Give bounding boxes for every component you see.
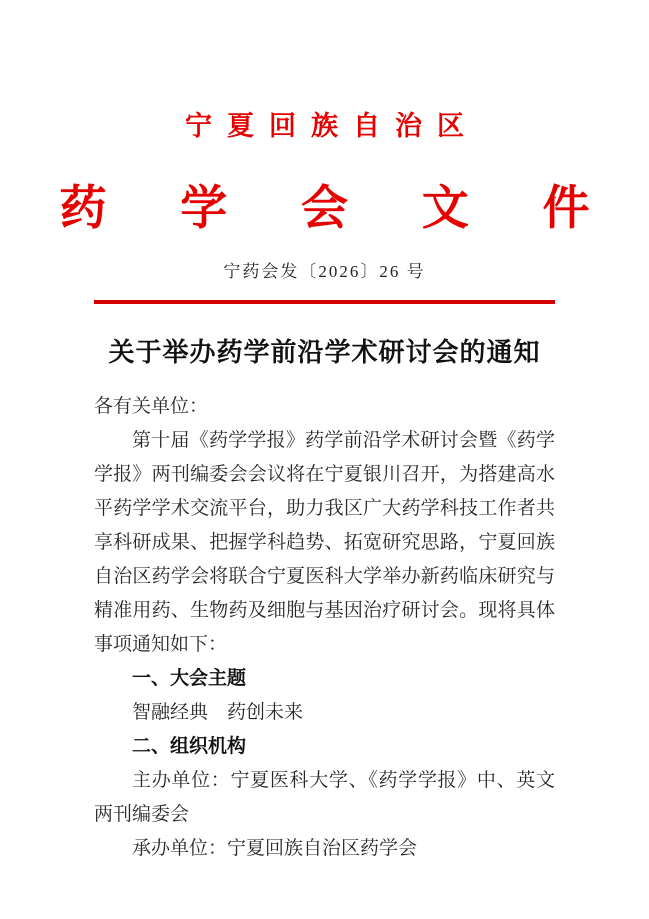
- section-heading-organization: 二、组织机构: [132, 736, 247, 757]
- intro-paragraph: 第十届《药学学报》药学前沿学术研讨会暨《药学学报》两刊编委会会议将在宁夏银川召开，为搭建高水平药学学术交流平台，助力我区广大药学科技工作者共享科研成果、把握学科趋势、拓宽研究思路，宁夏回族自治区药学会将联合宁夏医科大学举办新药临床研究与精准用药、生物药及细胞与基因治疗研讨会。现将具体事项通知如下：: [94, 430, 555, 655]
- letterhead: [0, 112, 649, 304]
- conference-theme-line: 智融经典 药创未来: [132, 702, 304, 723]
- letterhead-doc-type: 药 学 会 文 件: [59, 183, 621, 235]
- notice-title: 关于举办药学前沿学术研讨会的通知: [108, 337, 541, 367]
- organizer-unit-line: 承办单位：宁夏回族自治区药学会: [132, 838, 418, 859]
- salutation: 各有关单位：: [94, 396, 209, 417]
- notice-body: [94, 390, 555, 866]
- letterhead-region-name: 宁夏回族自治区: [185, 111, 479, 141]
- red-divider-line: [94, 300, 555, 304]
- section-heading-conference-theme: 一、大会主题: [132, 668, 247, 689]
- doc-number: 宁药会发〔2026〕26 号: [223, 262, 426, 281]
- host-unit-line: 主办单位：宁夏医科大学、《药学学报》中、英文两刊编委会: [94, 770, 555, 825]
